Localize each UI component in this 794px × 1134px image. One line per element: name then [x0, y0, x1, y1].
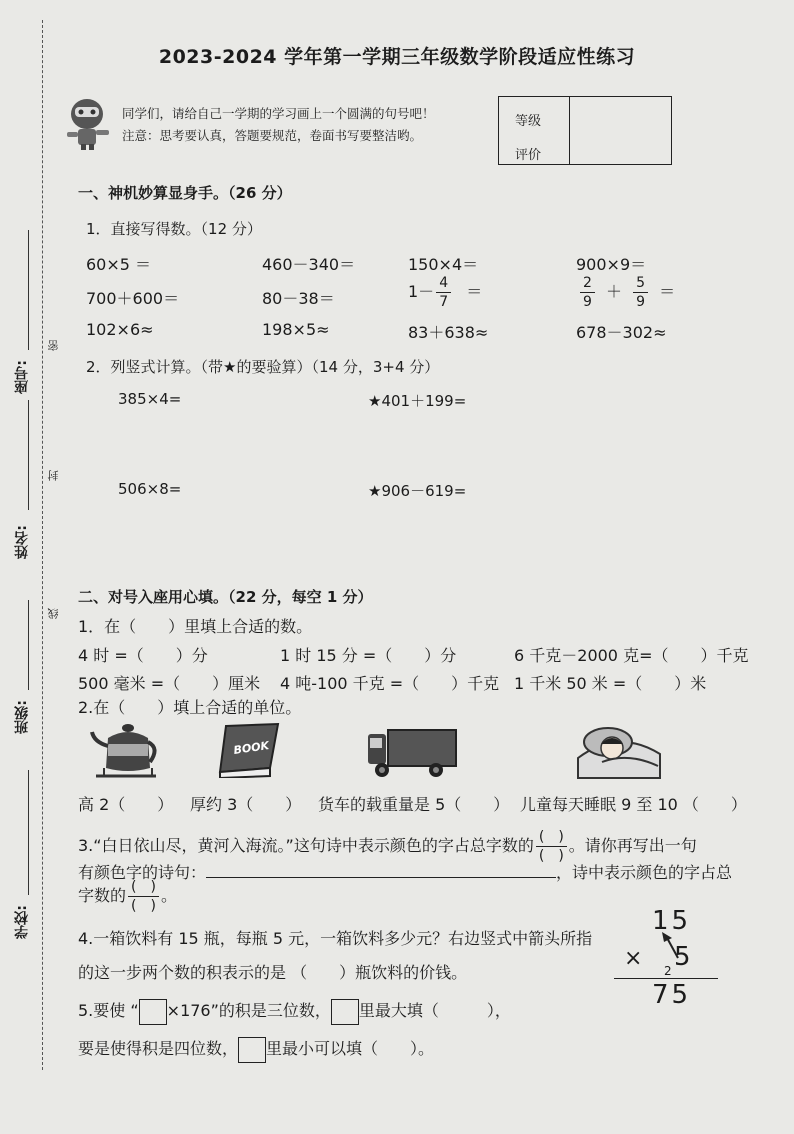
q3-text: 。 — [160, 886, 177, 905]
fraction: $\frac{2}{9}$ — [580, 276, 595, 309]
sleeping-child-icon — [572, 718, 664, 782]
blank-fraction[interactable]: $\frac{( )}{( )}$ — [536, 830, 567, 863]
q1-heading: 1．直接写得数。（12 分） — [86, 220, 262, 238]
seat-label: 座号: — [14, 360, 30, 394]
multiplier: 5 — [674, 942, 691, 972]
unit-item: 厚约 3（ ） — [190, 795, 302, 814]
plus-sign: ＋ — [606, 282, 623, 301]
q5-text: ×176”的积是三位数， — [166, 1001, 331, 1020]
calc-item: 460－340＝ — [262, 255, 356, 274]
carry-digit: 2 — [664, 964, 672, 978]
page-title: 2023-2024 学年第一学期三年级数学阶段适应性练习 — [158, 46, 636, 68]
arrow-icon — [658, 930, 684, 960]
vertical-calc-item: ★401＋199= — [368, 392, 467, 410]
s2-q1: 1．在（ ）里填上合适的数。 — [78, 617, 313, 636]
section2-heading: 二、对号入座用心填。（22 分，每空 1 分） — [78, 588, 373, 606]
evaluation-label: 评价 — [515, 148, 542, 163]
teapot-icon — [90, 718, 160, 780]
school-blank — [28, 770, 29, 895]
one-minus: 1－ — [408, 282, 435, 301]
s2-q5-line2 — [78, 1036, 434, 1063]
calc-item: 80－38＝ — [262, 289, 335, 308]
vertical-calc-item: 506×8= — [118, 480, 182, 498]
s2-q5-line1 — [78, 998, 511, 1025]
q2-heading: 2．列竖式计算。（带★的要验算）（14 分，3+4 分） — [86, 358, 440, 376]
binding-line — [42, 20, 43, 1070]
unit-item: 货车的载重量是 5（ ） — [318, 795, 510, 814]
notice-text: 注意：思考要认真，答题要规范，卷面书写要整洁哟。 — [122, 128, 423, 143]
fill-item: 6 千克－2000 克=（ ）千克 — [514, 646, 749, 665]
vertical-calc-item: ★906－619= — [368, 482, 467, 500]
grade-label: 等级 — [515, 114, 542, 129]
fill-item: 4 时 =（ ）分 — [78, 646, 208, 665]
calc-item: 60×5 ＝ — [86, 255, 152, 274]
grade-box — [498, 96, 672, 165]
answer-box[interactable] — [139, 999, 167, 1025]
calc-item: 198×5≈ — [262, 320, 330, 339]
seal-feng: 封 — [47, 470, 60, 481]
unit-item: 高 2（ ） — [78, 795, 174, 814]
section1-heading: 一、神机妙算显身手。（26 分） — [78, 184, 292, 202]
equals: ＝ — [659, 282, 676, 301]
fill-item: 500 毫米 =（ ）厘米 — [78, 674, 261, 693]
s2-q4-line2: 的这一步两个数的积表示的是 （ ）瓶饮料的价钱。 — [78, 963, 468, 982]
times-sign: × — [624, 946, 643, 971]
calc-item: 150×4＝ — [408, 255, 479, 274]
q3-text: 。请你再写出一句 — [568, 836, 697, 855]
robot-icon — [62, 94, 112, 150]
unit-item: 儿童每天睡眠 9 至 10 （ ） — [520, 795, 747, 814]
q3-text: 有颜色字的诗句： — [78, 863, 207, 882]
s2-q3-line3 — [78, 880, 177, 913]
q3-text: 字数的 — [78, 886, 127, 905]
vertical-calc-item: 385×4= — [118, 390, 182, 408]
blank-fraction[interactable]: $\frac{( )}{( )}$ — [128, 880, 159, 913]
s2-q2: 2.在（ ）填上合适的单位。 — [78, 698, 302, 717]
truck-icon — [366, 728, 458, 778]
vertical-multiplication — [612, 904, 720, 1014]
class-label: 班级: — [14, 700, 30, 734]
calc-item: 102×6≈ — [86, 320, 154, 339]
poem-answer-line[interactable] — [206, 865, 556, 878]
name-blank — [28, 400, 29, 510]
calc-item-fraction-sum — [578, 276, 675, 309]
school-label: 学校: — [14, 905, 30, 939]
seal-mi: 密 — [47, 340, 60, 351]
q5-text: 里最大填（ ）， — [358, 1001, 511, 1020]
q5-text: 要是使得积是四位数， — [78, 1039, 239, 1058]
fraction: $\frac{4}{7}$ — [436, 276, 451, 309]
fill-item: 1 千米 50 米 =（ ）米 — [514, 674, 707, 693]
seal-xian: 线 — [47, 608, 60, 619]
equals: ＝ — [466, 282, 483, 301]
fill-item: 4 吨-100 千克 =（ ）千克 — [280, 674, 500, 693]
calc-item-fraction — [408, 276, 482, 309]
class-blank — [28, 600, 29, 690]
s2-q4-line1: 4.一箱饮料有 15 瓶，每瓶 5 元，一箱饮料多少元？右边竖式中箭头所指 — [78, 929, 593, 948]
result-line — [614, 978, 718, 979]
calc-item: 83＋638≈ — [408, 323, 489, 342]
greeting-text: 同学们，请给自己一学期的学习画上一个圆满的句号吧！ — [122, 106, 435, 121]
fraction: $\frac{5}{9}$ — [633, 276, 648, 309]
top-number: 15 — [652, 906, 692, 936]
calc-item: 900×9＝ — [576, 255, 647, 274]
answer-box[interactable] — [238, 1037, 266, 1063]
q3-text: 3.“白日依山尽，黄河入海流。”这句诗中表示颜色的字占总字数的 — [78, 836, 534, 855]
svg-text:BOOK: BOOK — [232, 739, 270, 757]
q5-text: 5.要使 “ — [78, 1001, 139, 1020]
q3-text: ，诗中表示颜色的字占总 — [556, 863, 733, 882]
fill-item: 1 时 15 分 =（ ）分 — [280, 646, 457, 665]
q5-text: 里最小可以填（ ）。 — [266, 1039, 435, 1058]
calc-item: 700＋600＝ — [86, 289, 180, 308]
calc-item: 678－302≈ — [576, 323, 667, 342]
book-icon — [218, 722, 280, 778]
s2-q3-line1 — [78, 830, 697, 863]
seat-blank — [28, 230, 29, 350]
answer-box[interactable] — [331, 999, 359, 1025]
name-label: 姓名: — [14, 525, 30, 559]
result-number: 75 — [652, 980, 692, 1010]
